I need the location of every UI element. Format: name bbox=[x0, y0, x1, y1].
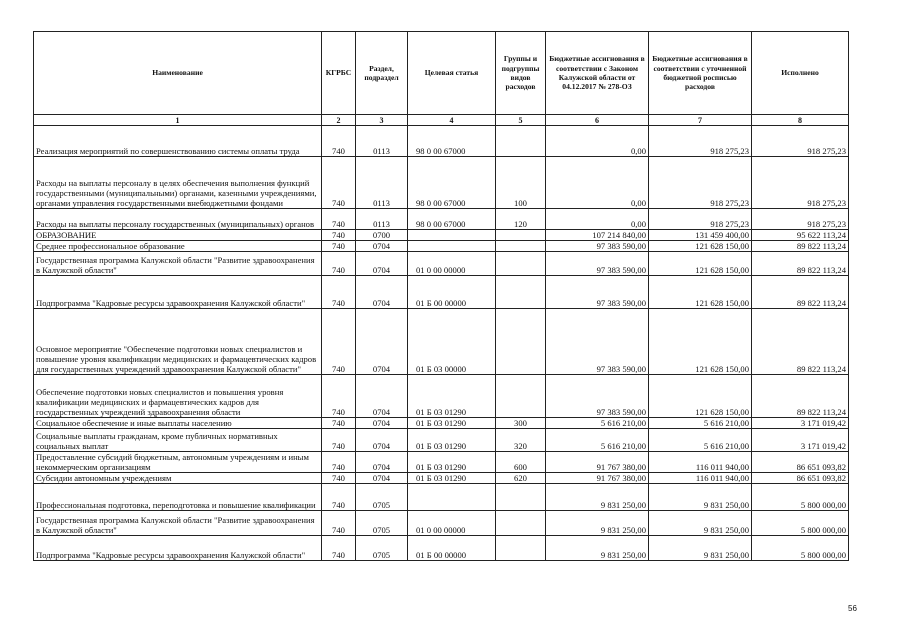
cell-law: 91 767 380,00 bbox=[546, 452, 649, 473]
page-number: 56 bbox=[848, 604, 857, 613]
cell-plan: 121 628 150,00 bbox=[649, 252, 752, 276]
table-row bbox=[34, 429, 849, 452]
cell-law: 0,00 bbox=[546, 126, 649, 157]
cell-done: 95 622 113,24 bbox=[752, 230, 849, 241]
cell-done: 3 171 019,42 bbox=[752, 429, 849, 452]
cell-kgrbs: 740 bbox=[322, 375, 356, 418]
budget-table-sheet bbox=[33, 31, 848, 561]
cell-razdel: 0704 bbox=[356, 375, 408, 418]
cell-vid: 100 bbox=[496, 157, 546, 209]
cell-razdel: 0113 bbox=[356, 126, 408, 157]
cell-name: Профессиональная подготовка, переподготовка и повышение квалификации bbox=[34, 484, 322, 511]
cell-done: 89 822 113,24 bbox=[752, 276, 849, 309]
cell-statya bbox=[408, 230, 496, 241]
cell-name: Подпрограмма "Кадровые ресурсы здравоохранения Калужской области" bbox=[34, 276, 322, 309]
cell-law: 0,00 bbox=[546, 209, 649, 230]
cell-law: 9 831 250,00 bbox=[546, 511, 649, 536]
cell-law: 97 383 590,00 bbox=[546, 375, 649, 418]
table-row bbox=[34, 209, 849, 230]
cell-statya: 01 Б 03 01290 bbox=[408, 429, 496, 452]
cell-kgrbs: 740 bbox=[322, 209, 356, 230]
cell-plan: 5 616 210,00 bbox=[649, 429, 752, 452]
cell-vid: 120 bbox=[496, 209, 546, 230]
cell-law: 9 831 250,00 bbox=[546, 536, 649, 561]
cell-name: Социальное обеспечение и иные выплаты населению bbox=[34, 418, 322, 429]
table-row bbox=[34, 126, 849, 157]
cell-name: Государственная программа Калужской области "Развитие здравоохранения в Калужской области" bbox=[34, 511, 322, 536]
cell-vid: 600 bbox=[496, 452, 546, 473]
cell-kgrbs: 740 bbox=[322, 126, 356, 157]
cell-plan: 116 011 940,00 bbox=[649, 452, 752, 473]
budget-table bbox=[33, 31, 849, 561]
cell-plan: 116 011 940,00 bbox=[649, 473, 752, 484]
cell-plan: 918 275,23 bbox=[649, 157, 752, 209]
cell-kgrbs: 740 bbox=[322, 418, 356, 429]
cell-kgrbs: 740 bbox=[322, 429, 356, 452]
cell-law: 97 383 590,00 bbox=[546, 276, 649, 309]
cell-done: 918 275,23 bbox=[752, 157, 849, 209]
cell-plan: 9 831 250,00 bbox=[649, 536, 752, 561]
cell-kgrbs: 740 bbox=[322, 230, 356, 241]
cell-plan: 9 831 250,00 bbox=[649, 484, 752, 511]
table-row bbox=[34, 473, 849, 484]
cell-plan: 131 459 400,00 bbox=[649, 230, 752, 241]
cell-statya: 01 0 00 00000 bbox=[408, 252, 496, 276]
cell-name: Государственная программа Калужской области "Развитие здравоохранения в Калужской области" bbox=[34, 252, 322, 276]
table-row bbox=[34, 252, 849, 276]
header-law: Бюджетные ассигнования в соответствии с Законом Калужской области от 04.12.2017 № 278-ОЗ bbox=[546, 32, 649, 115]
cell-done: 89 822 113,24 bbox=[752, 309, 849, 375]
cell-razdel: 0700 bbox=[356, 230, 408, 241]
cell-razdel: 0704 bbox=[356, 429, 408, 452]
cell-name: Предоставление субсидий бюджетным, автономным учреждениям и иным некоммерческим организациям bbox=[34, 452, 322, 473]
cell-name: Среднее профессиональное образование bbox=[34, 241, 322, 252]
cell-razdel: 0705 bbox=[356, 484, 408, 511]
cell-statya: 98 0 00 67000 bbox=[408, 126, 496, 157]
cell-name: Подпрограмма "Кадровые ресурсы здравоохранения Калужской области" bbox=[34, 536, 322, 561]
cell-done: 89 822 113,24 bbox=[752, 252, 849, 276]
cell-razdel: 0704 bbox=[356, 309, 408, 375]
cell-razdel: 0704 bbox=[356, 276, 408, 309]
cell-vid bbox=[496, 536, 546, 561]
cell-razdel: 0704 bbox=[356, 452, 408, 473]
cell-statya: 98 0 00 67000 bbox=[408, 157, 496, 209]
table-row bbox=[34, 276, 849, 309]
table-row bbox=[34, 536, 849, 561]
cell-vid bbox=[496, 252, 546, 276]
cell-vid bbox=[496, 230, 546, 241]
table-row bbox=[34, 157, 849, 209]
cell-law: 97 383 590,00 bbox=[546, 241, 649, 252]
cell-razdel: 0704 bbox=[356, 418, 408, 429]
cell-done: 5 800 000,00 bbox=[752, 511, 849, 536]
header-vid: Группы и подгруппы видов расходов bbox=[496, 32, 546, 115]
cell-plan: 918 275,23 bbox=[649, 209, 752, 230]
table-row bbox=[34, 375, 849, 418]
cell-razdel: 0705 bbox=[356, 511, 408, 536]
cell-vid: 620 bbox=[496, 473, 546, 484]
cell-razdel: 0704 bbox=[356, 241, 408, 252]
cell-razdel: 0704 bbox=[356, 252, 408, 276]
column-number: 2 bbox=[322, 115, 356, 126]
cell-kgrbs: 740 bbox=[322, 536, 356, 561]
column-number: 6 bbox=[546, 115, 649, 126]
cell-kgrbs: 740 bbox=[322, 276, 356, 309]
table-row bbox=[34, 484, 849, 511]
table-row bbox=[34, 230, 849, 241]
cell-statya: 01 Б 03 01290 bbox=[408, 452, 496, 473]
cell-done: 918 275,23 bbox=[752, 126, 849, 157]
cell-name: Социальные выплаты гражданам, кроме публичных нормативных социальных выплат bbox=[34, 429, 322, 452]
cell-law: 91 767 380,00 bbox=[546, 473, 649, 484]
cell-kgrbs: 740 bbox=[322, 252, 356, 276]
column-number: 7 bbox=[649, 115, 752, 126]
cell-plan: 121 628 150,00 bbox=[649, 375, 752, 418]
cell-name: Расходы на выплаты персоналу в целях обеспечения выполнения функций государственными (муниципальными) органами, казенными учреждениями, органами управления государственными внебюджетными фондами bbox=[34, 157, 322, 209]
cell-name: Обеспечение подготовки новых специалистов и повышения уровня квалификации медицинских и фармацевтических кадров для государственных учреждений здравоохранения области bbox=[34, 375, 322, 418]
cell-statya: 01 0 00 00000 bbox=[408, 511, 496, 536]
column-number: 3 bbox=[356, 115, 408, 126]
cell-vid bbox=[496, 511, 546, 536]
cell-name: Расходы на выплаты персоналу государственных (муниципальных) органов bbox=[34, 209, 322, 230]
cell-done: 3 171 019,42 bbox=[752, 418, 849, 429]
cell-name: Субсидии автономным учреждениям bbox=[34, 473, 322, 484]
cell-vid bbox=[496, 241, 546, 252]
column-number: 1 bbox=[34, 115, 322, 126]
cell-razdel: 0113 bbox=[356, 209, 408, 230]
table-row bbox=[34, 452, 849, 473]
cell-plan: 121 628 150,00 bbox=[649, 241, 752, 252]
cell-done: 86 651 093,82 bbox=[752, 452, 849, 473]
table-row bbox=[34, 418, 849, 429]
cell-law: 97 383 590,00 bbox=[546, 309, 649, 375]
table-row bbox=[34, 309, 849, 375]
header-statya: Целевая статья bbox=[408, 32, 496, 115]
table-row bbox=[34, 511, 849, 536]
cell-kgrbs: 740 bbox=[322, 452, 356, 473]
cell-vid: 300 bbox=[496, 418, 546, 429]
cell-law: 9 831 250,00 bbox=[546, 484, 649, 511]
header-done: Исполнено bbox=[752, 32, 849, 115]
cell-razdel: 0705 bbox=[356, 536, 408, 561]
header-plan: Бюджетные ассигнования в соответствии с уточненной бюджетной росписью расходов bbox=[649, 32, 752, 115]
cell-statya bbox=[408, 241, 496, 252]
cell-name: Реализация мероприятий по совершенствованию системы оплаты труда bbox=[34, 126, 322, 157]
cell-plan: 5 616 210,00 bbox=[649, 418, 752, 429]
cell-name: ОБРАЗОВАНИЕ bbox=[34, 230, 322, 241]
cell-kgrbs: 740 bbox=[322, 484, 356, 511]
cell-kgrbs: 740 bbox=[322, 241, 356, 252]
cell-razdel: 0113 bbox=[356, 157, 408, 209]
cell-done: 918 275,23 bbox=[752, 209, 849, 230]
cell-vid bbox=[496, 484, 546, 511]
header-name: Наименование bbox=[34, 32, 322, 115]
cell-vid bbox=[496, 375, 546, 418]
cell-statya bbox=[408, 484, 496, 511]
column-number: 8 bbox=[752, 115, 849, 126]
cell-done: 89 822 113,24 bbox=[752, 241, 849, 252]
column-number: 4 bbox=[408, 115, 496, 126]
cell-law: 107 214 840,00 bbox=[546, 230, 649, 241]
cell-vid bbox=[496, 276, 546, 309]
cell-kgrbs: 740 bbox=[322, 511, 356, 536]
cell-vid bbox=[496, 126, 546, 157]
column-number: 5 bbox=[496, 115, 546, 126]
header-razdel: Раздел, подраздел bbox=[356, 32, 408, 115]
cell-law: 0,00 bbox=[546, 157, 649, 209]
cell-statya: 01 Б 03 01290 bbox=[408, 473, 496, 484]
header-row bbox=[34, 32, 849, 115]
cell-statya: 01 Б 03 00000 bbox=[408, 309, 496, 375]
cell-done: 5 800 000,00 bbox=[752, 484, 849, 511]
cell-vid bbox=[496, 309, 546, 375]
table-row bbox=[34, 241, 849, 252]
cell-statya: 98 0 00 67000 bbox=[408, 209, 496, 230]
header-kgrbs: КГРБС bbox=[322, 32, 356, 115]
cell-plan: 918 275,23 bbox=[649, 126, 752, 157]
cell-kgrbs: 740 bbox=[322, 473, 356, 484]
cell-kgrbs: 740 bbox=[322, 309, 356, 375]
cell-law: 97 383 590,00 bbox=[546, 252, 649, 276]
cell-statya: 01 Б 00 00000 bbox=[408, 536, 496, 561]
cell-plan: 121 628 150,00 bbox=[649, 276, 752, 309]
cell-done: 86 651 093,82 bbox=[752, 473, 849, 484]
cell-law: 5 616 210,00 bbox=[546, 429, 649, 452]
cell-statya: 01 Б 00 00000 bbox=[408, 276, 496, 309]
cell-law: 5 616 210,00 bbox=[546, 418, 649, 429]
cell-name: Основное мероприятие "Обеспечение подготовки новых специалистов и повышение уровня квалификации медицинских и фармацевтических кадров для государственных учреждений здравоохранения Калужской области" bbox=[34, 309, 322, 375]
cell-vid: 320 bbox=[496, 429, 546, 452]
cell-razdel: 0704 bbox=[356, 473, 408, 484]
cell-statya: 01 Б 03 01290 bbox=[408, 418, 496, 429]
cell-kgrbs: 740 bbox=[322, 157, 356, 209]
cell-done: 5 800 000,00 bbox=[752, 536, 849, 561]
cell-plan: 9 831 250,00 bbox=[649, 511, 752, 536]
table-body bbox=[34, 126, 849, 561]
cell-statya: 01 Б 03 01290 bbox=[408, 375, 496, 418]
cell-done: 89 822 113,24 bbox=[752, 375, 849, 418]
column-number-row bbox=[34, 115, 849, 126]
cell-plan: 121 628 150,00 bbox=[649, 309, 752, 375]
